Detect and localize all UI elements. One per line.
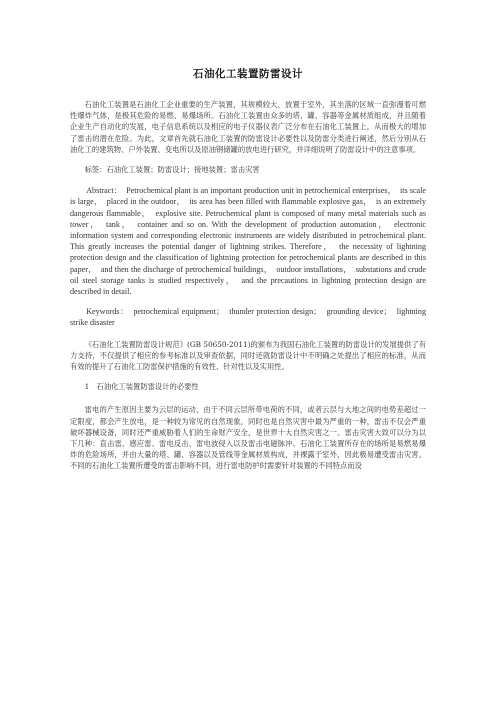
section-1-heading: 1 石油化工装置防雷设计的必要性 xyxy=(84,382,199,392)
abstract-english: Abstract： Petrochemical plant is an important production unit in petrochemical enterprises， its scale is large， placed in the outdoor， its area has been filled with flammable explosive gas， is an extremely dangerous flammable， explosive site. Petrochemical plant is composed of many metal materials such as tower， tank， container and so on. With the development of production automation， electronic information system and corresponding electronic instruments are widely distributed in petrochemical plant. This greatly increases the potential danger of lightning strikes. Therefore， the necessity of lightning protection design and the classification of lightning protection for petrochemical plants are described in this paper， and then the discharge of petrochemical buildings， outdoor installations， substations and crude oil steel storage tanks is studied respectively， and the precautions in lightning protection design are described in detail. xyxy=(70,186,426,297)
introduction-paragraph: 《石油化工装置防雷设计规范》(GB 50650-2011)的颁布为我国石油化工装置的防雷设计的发展提供了有力支持，不仅提供了相应的参考标准以及审查依据，同时还就防雷设计中不明确之处提出了相应的标准，从而有效的提升了石油化工防雷保护措施的有效性、针对性以及实用性。 xyxy=(70,339,426,372)
abstract-chinese: 石油化工装置是石油化工企业重要的生产装置，其规模较大，放置于室外，其坐落的区域一直弥漫着可燃性爆炸气体，是极其危险的易燃、易爆场所。石油化工装置由众多的塔、罐、容器等金属材质组成，并且随着企业生产自动化的发展，电子信息系统以及相应的电子仪器仪表广泛分布在石油化工装置上，从而极大的增加了雷击的潜在危险。为此，文章首先就石油化工装置的防雷设计必要性以及防雷分类进行阐述，然后分别从石油化工的建筑物、户外装置、变电所以及原油钢储罐的放电进行研究，并详细说明了防雷设计中的注意事项。 xyxy=(70,100,426,154)
keywords-chinese: 标签：石油化工装置；防雷设计；接地装置；雷击灾害 xyxy=(84,165,260,175)
document-title: 石油化工装置防雷设计 xyxy=(193,68,303,80)
keywords-english: Keywords： petrochemical equipment； thunder protection design； grounding device； lightning strike disaster xyxy=(70,307,426,328)
section-1-body: 雷电的产生原因主要为云层的运动，由于不同云层所带电荷的不同，或者云层与大地之间的电势差超过一定限度，都会产生放电，是一种较为常见的自然现象，同时也是自然灾害中最为严重的一种，雷击不仅会严重破坏器械设备，同时还严重威胁着人们的生命财产安全，是世界十大自然灾害之一。雷击灾害大致可以分为以下几种：直击雷、感应雷、雷电反击、雷电波侵入以及雷击电磁脉冲。石油化工装置所存在的场所是易燃易爆炸的危险场所，并由大量的塔、罐、容器以及管线等金属材质构成，并裸露于室外，因此极易遭受雷击灾害。不同的石油化工装置所遭受的雷击影响不同，进行雷电防护时需要针对装置的不同特点而设 xyxy=(70,405,426,471)
